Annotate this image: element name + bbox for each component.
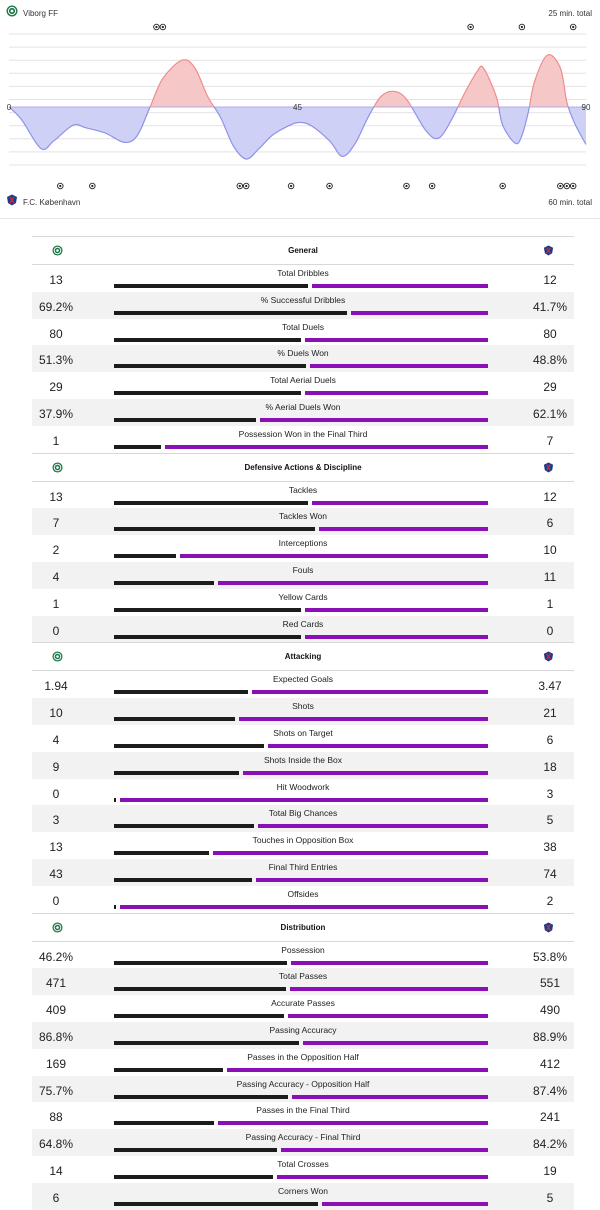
stat-row: [32, 805, 574, 832]
home-stat-value: 75.7%: [38, 1083, 74, 1098]
home-bar: [114, 635, 301, 639]
away-bar: [256, 878, 488, 882]
home-bar: [114, 608, 301, 612]
away-stat-value: 87.4%: [532, 1083, 568, 1098]
away-bar: [218, 581, 488, 585]
stat-label: Fouls: [292, 564, 314, 575]
stat-bar: [114, 1202, 488, 1206]
away-goal-icon: [237, 183, 243, 189]
home-goal-icon: [519, 24, 525, 30]
stat-bar: [114, 581, 488, 585]
stat-label: Shots on Target: [273, 727, 333, 738]
stat-label: Expected Goals: [272, 674, 333, 685]
home-bar: [114, 961, 287, 965]
stat-row: [32, 1049, 574, 1076]
away-bar: [305, 391, 488, 395]
stat-bar: [114, 445, 488, 449]
kobenhavn-crest-icon: [524, 245, 574, 256]
away-stat-value: 6: [546, 732, 554, 747]
away-bar: [218, 1121, 488, 1125]
stat-bar: [114, 391, 488, 395]
away-stat-value: 21: [543, 706, 557, 721]
home-stat-value: 471: [45, 976, 67, 991]
home-bar: [114, 1014, 284, 1018]
home-stat-value: 6: [52, 1190, 60, 1205]
stat-bar: [114, 554, 488, 558]
away-goal-icon: [558, 183, 564, 189]
stat-row: [32, 292, 574, 319]
stat-label: Total Big Chances: [268, 808, 338, 819]
stat-bar: [114, 1041, 488, 1045]
away-bar: [281, 1148, 488, 1152]
away-bar: [120, 798, 488, 802]
home-bar: [114, 364, 306, 368]
section-header: [32, 642, 574, 671]
away-bar: [258, 824, 488, 828]
kobenhavn-crest-icon: [6, 196, 18, 208]
viborg-crest-icon: [32, 651, 82, 662]
stat-bar: [114, 905, 488, 909]
stat-label: Possession Won in the Final Third: [238, 428, 368, 439]
home-bar: [114, 1041, 299, 1045]
stat-label: Accurate Passes: [271, 998, 335, 1009]
home-stat-value: 3: [52, 813, 60, 828]
stat-bar: [114, 717, 488, 721]
home-stat-value: 9: [52, 759, 60, 774]
home-bar: [114, 987, 286, 991]
away-bar: [180, 554, 488, 558]
home-stat-value: 10: [49, 706, 63, 721]
home-bar: [114, 418, 256, 422]
home-bar: [114, 284, 308, 288]
home-stat-value: 88: [49, 1110, 63, 1125]
home-stat-value: 4: [52, 732, 60, 747]
stat-label: Tackles Won: [278, 511, 328, 522]
home-stat-value: 7: [52, 516, 60, 531]
stat-label: % Duels Won: [277, 348, 329, 359]
away-bar: [227, 1068, 488, 1072]
home-bar: [114, 690, 248, 694]
home-bar: [114, 717, 235, 721]
away-bar: [305, 635, 488, 639]
stat-row: [32, 832, 574, 859]
away-total: 60 min. total: [548, 197, 592, 207]
home-bar: [114, 581, 214, 585]
stat-label: Shots: [292, 701, 314, 712]
home-bar: [114, 311, 347, 315]
stat-bar: [114, 501, 488, 505]
stat-row: [32, 1183, 574, 1210]
home-stat-value: 86.8%: [38, 1029, 74, 1044]
stat-label: Passing Accuracy - Final Third: [245, 1132, 361, 1143]
section-header: [32, 453, 574, 482]
stat-bar: [114, 851, 488, 855]
kobenhavn-crest-icon: [524, 462, 574, 473]
away-stat-value: 11: [543, 569, 557, 584]
home-stat-value: 64.8%: [38, 1137, 74, 1152]
home-stat-value: 13: [49, 840, 63, 855]
home-goal-icon: [154, 24, 160, 30]
home-stat-value: 4: [52, 569, 60, 584]
stat-row: [32, 399, 574, 426]
stat-row: [32, 589, 574, 616]
stat-row: [32, 508, 574, 535]
stat-row: [32, 535, 574, 562]
stat-row: [32, 725, 574, 752]
home-stat-value: 1: [52, 433, 60, 448]
away-stat-value: 5: [546, 1190, 554, 1205]
away-team-row: [6, 194, 592, 210]
home-bar: [114, 501, 308, 505]
stat-label: Passes in the Opposition Half: [247, 1051, 359, 1062]
away-stat-value: 490: [539, 1003, 561, 1018]
axis-label-90: 90: [581, 103, 591, 112]
away-bar: [239, 717, 488, 721]
stat-label: Final Third Entries: [268, 861, 338, 872]
stat-row: [32, 482, 574, 509]
stat-label: Yellow Cards: [278, 591, 328, 602]
home-stat-value: 2: [52, 543, 60, 558]
home-goal-icon: [160, 24, 166, 30]
stat-label: Total Duels: [281, 321, 325, 332]
kobenhavn-crest-icon: [524, 651, 574, 662]
home-stat-value: 80: [49, 326, 63, 341]
away-stat-value: 7: [546, 433, 554, 448]
stat-bar: [114, 1148, 488, 1152]
momentum-chart: [0, 0, 600, 219]
away-bar: [243, 771, 488, 775]
away-stat-value: 84.2%: [532, 1137, 568, 1152]
stat-row: [32, 372, 574, 399]
stat-bar: [114, 771, 488, 775]
home-stat-value: 1.94: [44, 679, 68, 694]
stat-bar: [114, 1175, 488, 1179]
away-stat-value: 48.8%: [532, 353, 568, 368]
home-bar: [114, 445, 161, 449]
section-title: Attacking: [284, 652, 322, 662]
away-bar: [312, 284, 488, 288]
kobenhavn-crest-icon: [524, 922, 574, 933]
stat-bar: [114, 364, 488, 368]
home-bar: [114, 744, 264, 748]
home-bar: [114, 1148, 277, 1152]
home-stat-value: 37.9%: [38, 406, 74, 421]
section-title: General: [288, 246, 318, 255]
home-stat-value: 0: [52, 786, 60, 801]
home-stat-value: 43: [49, 866, 63, 881]
away-stat-value: 412: [539, 1056, 561, 1071]
stat-label: Total Crosses: [277, 1158, 329, 1169]
away-goal-icon: [570, 183, 576, 189]
away-stat-value: 10: [543, 543, 557, 558]
stat-row: [32, 859, 574, 886]
home-bar: [114, 1095, 288, 1099]
home-bar: [114, 554, 176, 558]
stat-bar: [114, 527, 488, 531]
stat-label: Total Dribbles: [277, 268, 329, 278]
away-stat-value: 3.47: [538, 679, 562, 694]
stat-bar: [114, 824, 488, 828]
stat-row: [32, 426, 574, 453]
stat-bar: [114, 690, 488, 694]
away-stat-value: 2: [546, 893, 554, 908]
away-goal-icon: [57, 183, 63, 189]
stat-row: [32, 752, 574, 779]
axis-label-45: 45: [293, 103, 302, 112]
stat-label: Possession: [281, 944, 325, 955]
home-stat-value: 1: [52, 596, 60, 611]
stat-label: Passes in the Final Third: [256, 1105, 350, 1116]
away-bar: [277, 1175, 488, 1179]
stat-row: [32, 942, 574, 969]
home-stat-value: 169: [45, 1056, 67, 1071]
stat-bar: [114, 635, 488, 639]
stat-row: [32, 345, 574, 372]
viborg-crest-icon: [32, 245, 82, 256]
stat-bar: [114, 987, 488, 991]
axis-label-0: 0: [6, 103, 12, 112]
home-bar: [114, 1202, 318, 1206]
away-team-name: F.C. København: [23, 197, 81, 207]
stat-label: % Successful Dribbles: [260, 294, 346, 305]
away-bar: [310, 364, 488, 368]
home-goal-icon: [570, 24, 576, 30]
stat-bar: [114, 878, 488, 882]
stat-bar: [114, 1121, 488, 1125]
away-stat-value: 1: [546, 596, 554, 611]
stat-label: Hit Woodwork: [276, 781, 330, 792]
stat-bar: [114, 284, 488, 288]
stat-label: Shots Inside the Box: [264, 754, 342, 765]
away-stat-value: 62.1%: [532, 406, 568, 421]
home-bar: [114, 1121, 214, 1125]
stat-row: [32, 1076, 574, 1103]
away-stat-value: 6: [546, 516, 554, 531]
away-goal-icon: [429, 183, 435, 189]
stat-row: [32, 1129, 574, 1156]
away-goal-icon: [90, 183, 96, 189]
stat-bar: [114, 961, 488, 965]
stat-bar: [114, 1095, 488, 1099]
away-stat-value: 19: [543, 1163, 557, 1178]
stat-row: [32, 779, 574, 806]
away-stat-value: 12: [543, 273, 557, 287]
away-bar: [268, 744, 488, 748]
away-stat-value: 551: [539, 976, 561, 991]
stat-label: Offsides: [287, 888, 319, 899]
stat-row: [32, 698, 574, 725]
stat-label: Passing Accuracy: [269, 1024, 337, 1035]
stat-label: Touches in Opposition Box: [252, 835, 354, 846]
away-bar: [291, 961, 488, 965]
away-stat-value: 88.9%: [532, 1029, 568, 1044]
home-bar: [114, 1175, 273, 1179]
section-header: [32, 913, 574, 942]
away-bar: [292, 1095, 488, 1099]
home-stat-value: 46.2%: [38, 949, 74, 964]
stat-label: % Aerial Duels Won: [265, 401, 341, 412]
away-bar: [120, 905, 488, 909]
home-stat-value: 29: [49, 380, 63, 395]
home-stat-value: 0: [52, 893, 60, 908]
home-bar: [114, 338, 301, 342]
away-stat-value: 38: [543, 840, 557, 855]
away-bar: [351, 311, 488, 315]
home-bar: [114, 824, 254, 828]
stat-row: [32, 1022, 574, 1049]
away-goal-icon: [288, 183, 294, 189]
section-header: [32, 236, 574, 265]
home-stat-value: 51.3%: [38, 353, 74, 368]
away-bar: [312, 501, 488, 505]
home-stat-value: 69.2%: [38, 299, 74, 314]
away-stat-value: 41.7%: [532, 299, 568, 314]
away-goal-icon: [243, 183, 249, 189]
home-stat-value: 14: [49, 1163, 63, 1178]
away-bar: [165, 445, 488, 449]
stat-row: [32, 1156, 574, 1183]
stat-bar: [114, 338, 488, 342]
viborg-crest-icon: [32, 922, 82, 933]
home-bar: [114, 391, 301, 395]
away-stat-value: 29: [543, 380, 557, 395]
stat-row: [32, 265, 574, 292]
away-bar: [252, 690, 488, 694]
section-title: Distribution: [280, 922, 326, 932]
away-stat-value: 241: [539, 1110, 561, 1125]
away-bar: [288, 1014, 488, 1018]
section-title: Defensive Actions & Discipline: [244, 462, 362, 472]
away-goal-icon: [404, 183, 410, 189]
stat-bar: [114, 608, 488, 612]
stats-table: [32, 236, 574, 1210]
momentum-graph: [0, 0, 600, 218]
stat-label: Total Passes: [278, 971, 328, 982]
stat-label: Red Cards: [282, 618, 324, 629]
stat-row: [32, 995, 574, 1022]
away-stat-value: 74: [543, 866, 557, 881]
home-stat-value: 409: [45, 1003, 67, 1018]
away-bar: [305, 338, 488, 342]
away-goal-icon: [327, 183, 333, 189]
stat-row: [32, 968, 574, 995]
stat-bar: [114, 1014, 488, 1018]
away-stat-value: 3: [546, 786, 554, 801]
stat-label: Passing Accuracy - Opposition Half: [236, 1078, 370, 1089]
home-bar: [114, 771, 239, 775]
home-bar: [114, 527, 315, 531]
away-stat-value: 18: [543, 759, 557, 774]
stat-bar: [114, 418, 488, 422]
home-stat-value: 13: [49, 273, 63, 287]
stat-bar: [114, 1068, 488, 1072]
away-stat-value: 5: [546, 813, 554, 828]
away-stat-value: 80: [543, 326, 557, 341]
away-bar: [290, 987, 488, 991]
away-bar: [322, 1202, 488, 1206]
home-team-name: Viborg FF: [23, 8, 58, 18]
home-stat-value: 0: [52, 623, 60, 638]
stat-bar: [114, 798, 488, 802]
away-bar: [260, 418, 488, 422]
away-bar: [319, 527, 488, 531]
viborg-crest-icon: [32, 462, 82, 473]
away-goal-icon: [564, 183, 570, 189]
away-goal-icon: [500, 183, 506, 189]
home-bar: [114, 878, 252, 882]
stat-row: [32, 671, 574, 698]
home-bar: [114, 851, 209, 855]
away-bar: [213, 851, 488, 855]
home-bar: [114, 1068, 223, 1072]
away-bar: [305, 608, 488, 612]
away-bar: [303, 1041, 488, 1045]
away-stat-value: 0: [546, 623, 554, 638]
home-stat-value: 13: [49, 489, 63, 504]
stat-row: [32, 562, 574, 589]
stat-row: [32, 886, 574, 913]
stat-bar: [114, 744, 488, 748]
stat-row: [32, 616, 574, 643]
away-stat-value: 53.8%: [532, 949, 568, 964]
stat-label: Corners Won: [278, 1185, 328, 1196]
stat-row: [32, 1102, 574, 1129]
stat-label: Total Aerial Duels: [270, 375, 336, 386]
away-stat-value: 12: [543, 489, 557, 504]
stat-label: Interceptions: [278, 538, 328, 549]
home-goal-icon: [468, 24, 474, 30]
home-total: 25 min. total: [548, 8, 592, 18]
stat-label: Tackles: [288, 484, 318, 495]
stat-row: [32, 319, 574, 346]
stat-bar: [114, 311, 488, 315]
